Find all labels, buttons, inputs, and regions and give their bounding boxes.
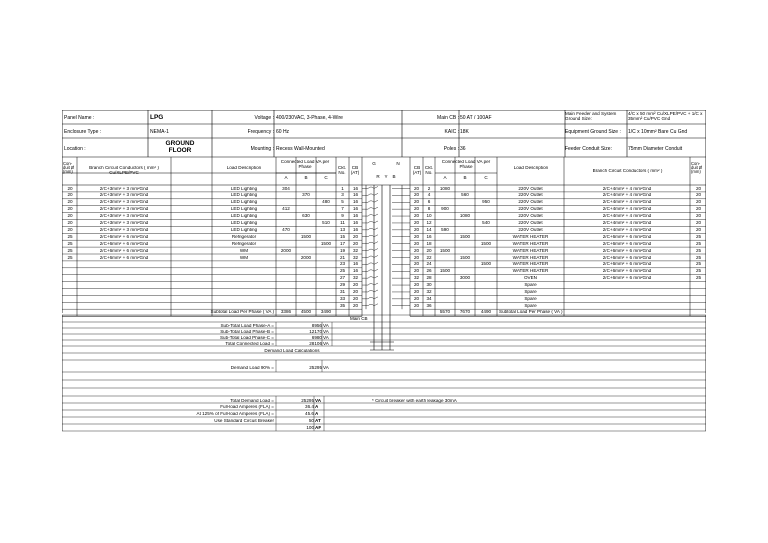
right-cb-rating: 20 [413, 193, 420, 198]
right-circuit-no: 4 [427, 193, 431, 198]
right-circuit-no: 32 [426, 290, 432, 294]
panel-name-label: Panel Name : [64, 115, 95, 121]
left-cb-rating: 16 [352, 207, 359, 212]
right-conduit: 25 [695, 255, 702, 260]
left-circuit-no: 29 [339, 283, 346, 288]
location-value: GROUND FLOOR [165, 140, 195, 154]
left-load-b: 630 [302, 214, 310, 219]
col-ckt-left: Ckt. No. [337, 166, 347, 175]
left-cb-rating: 32 [352, 276, 359, 281]
col-conduit-right: Con-duit Ø (mm) [691, 162, 703, 175]
breaker-symbol [368, 269, 378, 271]
right-conductor: 2/C+4mm² + 4 mm²Gnd [602, 214, 652, 219]
col-cb-right: CB (AT) [412, 166, 422, 175]
left-cb-rating: 16 [352, 214, 359, 219]
breaker-symbol [368, 297, 378, 299]
right-conduit: 25 [695, 241, 702, 246]
right-conduit: 20 [695, 227, 702, 232]
equipment-ground-label: Equipment Ground Size : [565, 129, 621, 135]
right-cb-rating: 20 [413, 241, 420, 246]
right-circuit-no: 16 [426, 234, 432, 239]
col-phase-c-right: C [484, 176, 488, 180]
right-conductor: 2/C+4mm² + 4 mm²Gnd [602, 207, 652, 212]
left-conductor: 2/C+3mm² + 3 mm²Gnd [99, 207, 149, 212]
left-circuit-no: 1 [341, 186, 344, 191]
right-load-description: 220V Outlet [518, 186, 543, 191]
left-cb-rating: 32 [352, 255, 359, 260]
right-load-c: 1500 [480, 262, 492, 267]
right-circuit-no: 30 [426, 283, 432, 288]
breaker-at-value: 50 [308, 419, 314, 423]
col-ckt-right: Ckt. No. [424, 166, 434, 175]
breaker-label: Use Standard Circuit Breaker [214, 419, 274, 423]
left-cb-rating: 20 [352, 283, 359, 288]
breaker-at-unit: AT [315, 419, 321, 423]
right-conduit: 20 [695, 207, 702, 212]
phase-a-unit: VA [323, 324, 329, 328]
right-cb-rating: 20 [413, 269, 420, 274]
col-phase-a-right: A [443, 176, 447, 180]
left-conductor: 2/C+3mm² + 3 mm²Gnd [99, 214, 149, 219]
right-circuit-no: 2 [427, 186, 431, 191]
left-load-description: LED Lighting [230, 207, 258, 212]
main-cb-label: Main CB : [437, 115, 459, 121]
left-circuit-no: 3 [341, 193, 344, 198]
left-circuit-no: 23 [339, 262, 346, 267]
left-conduit: 20 [67, 207, 73, 212]
breaker-symbol [368, 186, 378, 188]
right-load-c: 540 [482, 221, 490, 225]
total-connected-value: 28106 [309, 342, 322, 346]
left-conductor: 2/C+3mm² + 3 mm²Gnd [99, 193, 149, 198]
right-cb-rating: 20 [413, 200, 420, 205]
left-load-c: 480 [322, 200, 330, 205]
col-load-description: Load Description [226, 166, 262, 170]
fla125-label: At 125% of Full-load Amperes (FLA) = [196, 412, 274, 416]
phase-a-label: Sub-Total Load Phase-A = [220, 324, 274, 328]
left-cb-rating: 16 [352, 221, 359, 225]
right-cb-rating: 20 [413, 214, 420, 219]
right-load-a: 1080 [439, 186, 451, 191]
fla125-unit: A [315, 412, 319, 416]
right-cb-rating: 20 [413, 303, 420, 308]
left-load-b: 2000 [300, 255, 312, 260]
right-load-a: 1500 [439, 269, 451, 274]
subtotal-right-b: 7670 [459, 310, 471, 314]
fla-label: Full-load Amperes (FLA) = [220, 405, 274, 409]
left-cb-rating: 32 [352, 248, 359, 253]
right-conductor: 2/C+6mm² + 6 mm²Gnd [602, 269, 652, 274]
left-circuit-no: 35 [339, 303, 346, 308]
breaker-symbol [368, 262, 378, 264]
right-cb-rating: 20 [413, 296, 420, 301]
right-conductor: 2/C+4mm² + 4 mm²Gnd [602, 227, 652, 232]
poles-value: 36 [460, 146, 466, 152]
right-conduit: 20 [695, 193, 702, 198]
right-circuit-no: 18 [426, 241, 432, 246]
left-cb-rating: 16 [352, 227, 359, 232]
breaker-symbol [368, 249, 378, 251]
phase-b-value: 12170 [309, 330, 322, 334]
subtotal-left-b: 4500 [300, 310, 312, 314]
breaker-af-value: 100 [306, 426, 314, 430]
poles-label: Poles : [443, 146, 459, 152]
right-load-description: Spare [524, 296, 537, 301]
right-load-description: WATER HEATER [512, 269, 549, 274]
left-conduit: 25 [67, 241, 73, 246]
left-cb-rating: 20 [352, 234, 359, 239]
right-load-a: 590 [441, 227, 449, 232]
left-cb-rating: 20 [352, 241, 359, 246]
right-conductor: 2/C+4mm² + 4 mm²Gnd [602, 200, 652, 205]
col-b: B [392, 175, 396, 179]
right-conduit: 25 [695, 234, 702, 239]
col-phase-c: C [324, 176, 328, 180]
col-branch-conductors: Branch Circuit Conductors ( mm² ) Cu/XLPE/PVC [89, 166, 159, 175]
right-load-description: Spare [524, 283, 537, 288]
right-cb-rating: 20 [413, 207, 420, 212]
right-conductor: 2/C+4mm² + 4 mm²Gnd [602, 221, 652, 225]
demand-load-unit: VA [323, 366, 329, 370]
breaker-symbol [368, 290, 378, 292]
left-circuit-no: 21 [339, 255, 346, 260]
left-load-description: WM [239, 255, 249, 260]
col-phase-a: A [284, 176, 288, 180]
right-load-b: 1500 [459, 255, 471, 260]
right-conduit: 20 [695, 221, 702, 225]
main-cb-diagram-label: Main CB [350, 317, 368, 321]
right-load-description: WATER HEATER [512, 255, 549, 260]
demand-load-value: 25295 [309, 366, 322, 370]
right-cb-rating: 20 [413, 290, 420, 294]
left-circuit-no: 9 [341, 214, 344, 219]
right-load-description: 220V Outlet [518, 221, 543, 225]
breaker-symbol [368, 255, 378, 257]
left-load-a: 412 [282, 207, 290, 212]
right-conduit: 25 [695, 262, 702, 267]
breaker-symbol [368, 228, 378, 230]
left-circuit-no: 5 [341, 200, 344, 205]
phase-c-label: Sub-Total Load Phase-C = [219, 336, 274, 340]
left-load-c: 510 [322, 221, 330, 225]
col-phase-b-right: B [463, 176, 467, 180]
total-demand-label: Total Demand Load = [230, 399, 274, 403]
col-phase-b: B [304, 176, 308, 180]
right-circuit-no: 34 [426, 296, 432, 301]
right-circuit-no: 28 [426, 276, 432, 281]
right-conductor: 2/C+4mm² + 4 mm²Gnd [602, 193, 652, 198]
breaker-af-unit: AF [315, 426, 322, 430]
col-neutral: N [396, 162, 400, 166]
right-cb-rating: 20 [413, 227, 420, 232]
left-load-a: 470 [282, 227, 290, 232]
right-load-a: 900 [441, 207, 449, 212]
right-circuit-no: 12 [426, 221, 432, 225]
phase-b-unit: VA [323, 330, 329, 334]
right-conductor: 2/C+6mm² + 6 mm²Gnd [602, 255, 652, 260]
right-load-description: WATER HEATER [512, 262, 549, 267]
right-conductor: 2/C+6mm² + 6 mm²Gnd [602, 276, 652, 281]
right-load-a: 1500 [439, 248, 451, 253]
right-load-description: 220V Outlet [518, 214, 543, 219]
subtotal-left-c: 3490 [320, 310, 332, 314]
breaker-symbol [368, 214, 378, 216]
right-load-description: WATER HEATER [512, 241, 549, 246]
col-ground: G [372, 162, 376, 166]
left-cb-rating: 16 [352, 262, 359, 267]
subtotal-right-a: 5570 [439, 310, 451, 314]
subtotal-right-label: Subtotal Load Per Phase ( VA ) [499, 310, 563, 314]
subtotal-left-a: 3386 [280, 310, 292, 314]
right-load-description: Spare [524, 303, 537, 308]
right-load-description: OVEN [523, 276, 538, 281]
left-conductor: 2/C+6mm² + 6 mm²Gnd [99, 255, 149, 260]
left-load-description: LED Lighting [230, 214, 258, 219]
left-circuit-no: 33 [339, 296, 346, 301]
col-connected-load-right: Connected Load VA per Phase [441, 160, 491, 169]
right-circuit-no: 22 [426, 255, 432, 260]
right-load-b: 3000 [459, 276, 471, 281]
right-cb-rating: 20 [413, 255, 420, 260]
breaker-symbol [368, 193, 378, 195]
left-conduit: 20 [67, 221, 73, 225]
right-conduit: 20 [695, 200, 702, 205]
left-circuit-no: 15 [339, 234, 346, 239]
right-conduit: 20 [695, 214, 702, 219]
left-load-b: 370 [302, 193, 310, 198]
right-load-description: WATER HEATER [512, 248, 549, 253]
total-connected-label: Total Connected Load = [225, 342, 274, 346]
left-conduit: 20 [67, 200, 73, 205]
kaic-label: KAIC : [444, 129, 459, 135]
breaker-symbol [368, 235, 378, 237]
col-connected-load: Connected Load VA per Phase [280, 160, 330, 169]
left-conduit: 25 [67, 234, 73, 239]
right-cb-rating: 20 [413, 262, 420, 267]
breaker-symbol [368, 200, 378, 202]
right-circuit-no: 6 [427, 200, 431, 205]
left-load-description: LED Lighting [230, 186, 258, 191]
subtotal-left-label: Subtotal Load Per Phase ( VA ) [210, 310, 274, 314]
left-load-description: Refrigerator [231, 234, 257, 239]
feeder-conduit-value: 75mm Diameter Conduit [628, 146, 683, 152]
left-circuit-no: 25 [339, 269, 346, 274]
demand-load-label: Demand Load 90% = [230, 366, 274, 370]
right-conduit: 20 [695, 186, 702, 191]
right-circuit-no: 36 [426, 303, 432, 308]
left-cb-rating: 16 [352, 269, 359, 274]
right-conductor: 2/C+4mm² + 4 mm²Gnd [602, 186, 652, 191]
left-load-description: LED Lighting [230, 200, 258, 205]
left-circuit-no: 7 [341, 207, 344, 212]
breaker-symbol [368, 304, 378, 306]
right-conduit: 25 [695, 276, 702, 281]
right-circuit-no: 24 [426, 262, 432, 267]
left-load-description: WM [239, 248, 249, 253]
right-cb-rating: 20 [413, 234, 420, 239]
left-conductor: 2/C+6mm² + 6 mm²Gnd [99, 248, 149, 253]
right-load-c: 950 [482, 200, 490, 205]
right-conductor: 2/C+6mm² + 6 mm²Gnd [602, 248, 652, 253]
right-circuit-no: 10 [426, 214, 432, 219]
phase-b-label: Sub-Total Load Phase-B = [220, 330, 274, 334]
equipment-ground-value: 1/C x 10mm² Bare Cu Gnd [628, 129, 688, 135]
left-conduit: 25 [67, 248, 73, 253]
right-load-description: 220V Outlet [518, 207, 543, 212]
left-conductor: 2/C+3mm² + 3 mm²Gnd [99, 221, 149, 225]
left-cb-rating: 20 [352, 290, 359, 294]
right-load-description: 220V Outlet [518, 227, 543, 232]
feeder-conduit-label: Feeder Conduit Size: [565, 146, 612, 152]
breaker-symbol [368, 221, 378, 223]
enclosure-label: Enclosure Type : [64, 129, 102, 135]
left-circuit-no: 19 [339, 248, 346, 253]
left-load-a: 2000 [280, 248, 292, 253]
right-load-b: 560 [461, 193, 469, 198]
breaker-symbol [368, 276, 378, 278]
right-circuit-no: 26 [426, 269, 432, 274]
breaker-symbol [368, 283, 378, 285]
left-circuit-no: 31 [339, 290, 346, 294]
right-load-b: 1500 [459, 234, 471, 239]
right-cb-rating: 20 [413, 248, 420, 253]
left-conductor: 2/C+3mm² + 3 mm²Gnd [99, 200, 149, 205]
main-cb-value: 50 AT / 100AF [460, 115, 492, 121]
left-conductor: 2/C+3mm² + 3 mm²Gnd [99, 186, 149, 191]
total-demand-unit: VA [315, 399, 322, 403]
right-load-c: 1500 [480, 241, 492, 246]
phase-a-value: 8956 [311, 324, 322, 328]
left-conductor: 2/C+6mm² + 6 mm²Gnd [99, 234, 149, 239]
frequency-label: Frequency : [247, 129, 274, 135]
right-conduit: 25 [695, 248, 702, 253]
right-circuit-no: 8 [427, 207, 431, 212]
right-conductor: 2/C+6mm² + 6 mm²Gnd [602, 234, 652, 239]
left-circuit-no: 13 [339, 227, 346, 232]
left-load-description: LED Lighting [230, 193, 258, 198]
subtotal-right-c: 4490 [480, 310, 492, 314]
left-circuit-no: 11 [340, 221, 345, 225]
left-conduit: 20 [67, 193, 73, 198]
col-cb-left: CB (AT) [350, 166, 360, 175]
main-feeder-value: 4/C x 50 mm² Cu/XLPE/PVC + 1/C x 35mm² Cu/PVC Gnd [628, 111, 703, 121]
right-load-description: 220V Outlet [518, 193, 543, 198]
right-circuit-no: 14 [426, 227, 432, 232]
total-connected-unit: VA [323, 342, 329, 346]
left-conduit: 20 [67, 227, 73, 232]
total-demand-value: 25295 [301, 399, 314, 403]
col-r: R [376, 175, 380, 179]
left-circuit-no: 17 [339, 241, 346, 246]
left-conductor: 2/C+3mm² + 3 mm²Gnd [99, 227, 149, 232]
right-load-description: 220V Outlet [518, 200, 543, 205]
left-load-description: LED Lighting [230, 221, 258, 225]
frequency-value: 60 Hz [276, 129, 290, 135]
right-cb-rating: 20 [413, 186, 420, 191]
left-conductor: 2/C+6mm² + 6 mm²Gnd [99, 241, 149, 246]
left-load-description: LED Lighting [230, 227, 258, 232]
col-branch-conductors-right: Branch Circuit Conductors ( mm² ) [592, 169, 663, 173]
left-cb-rating: 16 [352, 200, 359, 205]
fla125-value: 45.6 [305, 412, 314, 416]
left-load-b: 1500 [300, 234, 312, 239]
right-load-description: WATER HEATER [512, 234, 549, 239]
voltage-value: 400/230VAC, 3-Phase, 4-Wire [276, 115, 343, 121]
left-circuit-no: 27 [339, 276, 346, 281]
right-conductor: 2/C+6mm² + 6 mm²Gnd [602, 262, 652, 267]
left-cb-rating: 16 [352, 193, 359, 198]
left-load-c: 1500 [320, 241, 332, 246]
right-cb-rating: 32 [413, 276, 420, 281]
breaker-symbol [368, 207, 378, 209]
demand-calc-title: Demand Load Calculations [264, 349, 320, 353]
voltage-label: Voltage : [254, 115, 274, 121]
kaic-value: 18K [460, 129, 469, 135]
left-conduit: 20 [67, 186, 73, 191]
fla-unit: A [315, 405, 319, 409]
right-load-b: 1080 [459, 214, 471, 219]
panel-schedule [62, 110, 706, 435]
phase-c-value: 6980 [311, 336, 322, 340]
location-label: Location : [64, 146, 86, 152]
panel-name-value: LPG [150, 114, 164, 121]
mounting-label: Mounting : [250, 146, 274, 152]
left-cb-rating: 20 [352, 303, 359, 308]
col-y: Y [384, 175, 388, 179]
right-load-description: Spare [524, 290, 537, 294]
left-cb-rating: 20 [352, 296, 359, 301]
phase-c-unit: VA [323, 336, 329, 340]
main-feeder-label: Main Feeder and System Ground Size: [565, 111, 617, 121]
fla-value: 36.4 [305, 405, 314, 409]
breaker-symbol [368, 242, 378, 244]
right-conductor: 2/C+6mm² + 6 mm²Gnd [602, 241, 652, 246]
col-load-description-right: Load Description [513, 166, 549, 170]
left-conduit: 20 [67, 214, 73, 219]
enclosure-value: NEMA-1 [150, 129, 169, 135]
right-circuit-no: 20 [426, 248, 432, 253]
right-cb-rating: 20 [413, 283, 420, 288]
mounting-value: Recess Wall-Mounted [276, 146, 325, 152]
right-conduit: 25 [695, 269, 702, 274]
left-conduit: 25 [67, 255, 73, 260]
left-load-a: 304 [282, 186, 290, 191]
col-conduit: Con-duit Ø (mm) [63, 162, 75, 175]
left-load-description: Refrigerator [231, 241, 257, 246]
left-cb-rating: 16 [352, 186, 359, 191]
right-cb-rating: 20 [413, 221, 420, 225]
earth-leakage-note: * Circuit breaker with earth leakage 30mA [372, 399, 457, 403]
